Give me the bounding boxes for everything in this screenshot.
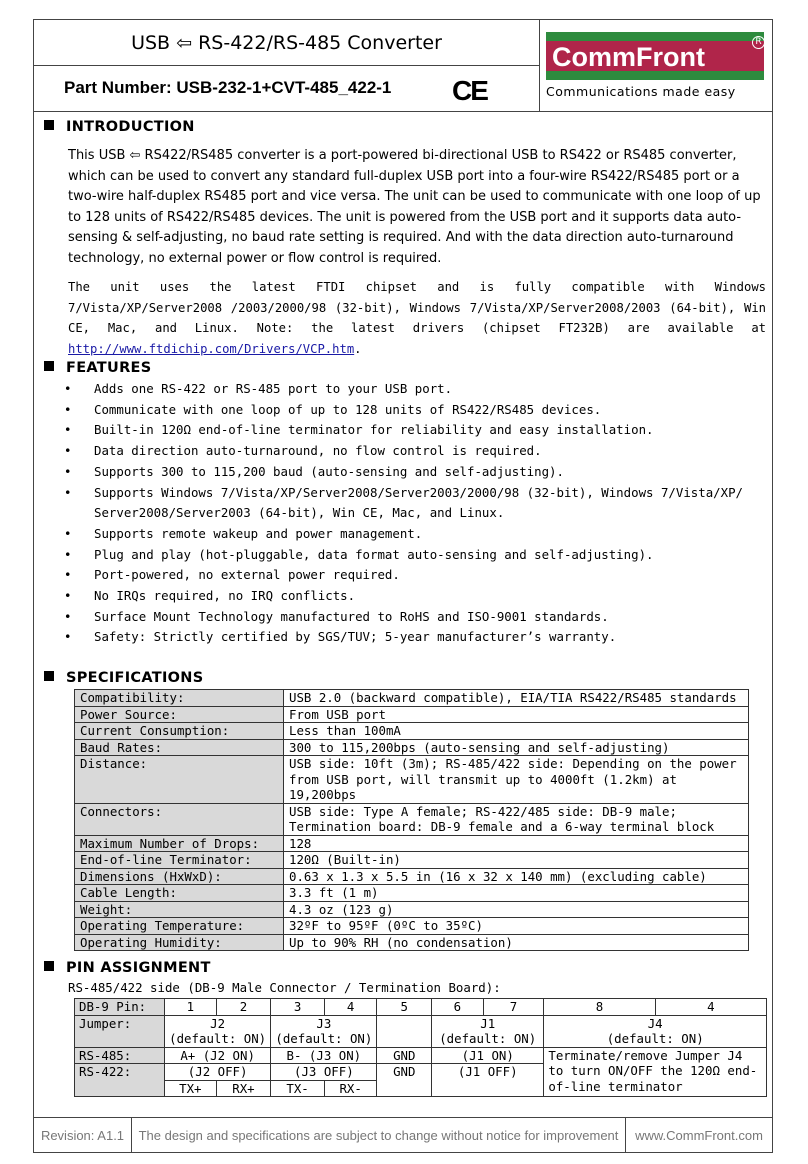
db9-pin-label: DB-9 Pin: <box>75 999 165 1016</box>
spec-row <box>75 835 749 852</box>
pin-cell: 7 <box>483 999 544 1016</box>
feature-item: • Supports Windows 7/Vista/XP/Server2008/Server2003/2000/98 (32-bit), Windows 7/Vista/XP/ Server2008/Server2003 (64-bit), Win CE, Mac, and Linux. <box>64 483 764 524</box>
spec-label: End-of-line Terminator: <box>75 852 284 869</box>
spec-row <box>75 852 749 869</box>
feature-item: • Built-in 120Ω end-of-line terminator for reliability and easy installation. <box>64 420 764 441</box>
pin-cell: 8 <box>544 999 655 1015</box>
ce-mark-icon: CE <box>452 75 487 106</box>
spec-row <box>75 901 749 918</box>
pin-cell: 3 <box>271 999 325 1016</box>
footer <box>34 1117 772 1153</box>
features-heading: FEATURES <box>44 360 152 376</box>
spec-value: 300 to 115,200bps (auto-sensing and self-adjusting) <box>284 739 749 756</box>
rs485-j1-cell: (J1 ON) <box>432 1047 544 1064</box>
pin-assignment-heading: PIN ASSIGNMENT <box>44 960 211 976</box>
jumper-empty-cell <box>377 1015 432 1047</box>
pin-cell: 1 <box>165 999 217 1016</box>
document-title: USB ⇦ RS-422/RS-485 Converter <box>34 20 540 66</box>
feature-item: • Data direction auto-turnaround, no flow control is required. <box>64 441 764 462</box>
spec-label: Operating Temperature: <box>75 918 284 935</box>
spec-row <box>75 690 749 707</box>
pin-assignment-table <box>74 998 767 1097</box>
pin-cell: 6 <box>432 999 484 1016</box>
jumper-row <box>75 1015 767 1047</box>
spec-label: Maximum Number of Drops: <box>75 835 284 852</box>
db9-pin-row <box>75 999 767 1016</box>
disclaimer-note: The design and specifications are subject to change without notice for improvement <box>132 1118 626 1153</box>
part-number-row <box>34 66 540 112</box>
spec-value: Less than 100mA <box>284 723 749 740</box>
spec-row <box>75 803 749 835</box>
rs422-j2-cell: (J2 OFF) <box>165 1064 271 1081</box>
spec-row <box>75 918 749 935</box>
commfront-logo <box>546 32 764 80</box>
feature-item: • Safety: Strictly certified by SGS/TUV; 5-year manufacturer’s warranty. <box>64 627 764 648</box>
spec-label: Distance: <box>75 756 284 804</box>
spec-value: USB side: Type A female; RS-422/485 side: DB-9 male; Termination board: DB-9 female and a 6-way terminal block <box>284 803 749 835</box>
feature-list <box>64 379 764 648</box>
intro-paragraph-1: This USB ⇦ RS422/RS485 converter is a port-powered bi-directional USB to RS422 or RS485 converter, which can be used to convert any standard full-duplex USB port into a four-wire RS422/RS485 port or a two-wire half-duplex RS485 port and vice versa. The unit can be used to communicate with one loop of up to 128 units of RS422/RS485 devices. The unit is powered from the USB port and it supports data auto-sensing & self-adjusting, no baud rate setting is required. And with the data direction auto-turnaround technology, no external power or flow control is required. <box>68 148 761 266</box>
spec-value: 128 <box>284 835 749 852</box>
pin-cell: 4 <box>707 999 715 1014</box>
square-bullet-icon <box>44 361 54 371</box>
rx-minus-cell: RX- <box>324 1080 377 1097</box>
spec-row <box>75 756 749 804</box>
spec-value: 3.3 ft (1 m) <box>284 885 749 902</box>
square-bullet-icon <box>44 961 54 971</box>
feature-item: • Port-powered, no external power required. <box>64 565 764 586</box>
datasheet-page <box>33 19 773 1153</box>
jumper-label: Jumper: <box>75 1015 165 1047</box>
spec-value: 4.3 oz (123 g) <box>284 901 749 918</box>
rx-plus-cell: RX+ <box>216 1080 271 1097</box>
spec-value: 32ºF to 95ºF (0ºC to 35ºC) <box>284 918 749 935</box>
spec-value: 120Ω (Built-in) <box>284 852 749 869</box>
rs485-gnd-cell: GND <box>377 1047 432 1064</box>
intro-paragraph-2: The unit uses the latest FTDI chipset and is fully compatible with Windows 7/Vista/XP/Server2008 /2003/2000/98 (32-bit), Windows 7/Vista/XP/Server2008/2003 (64-bit), Win CE, Mac, and Linux. Note: the latest drivers (chipset FT232B) are available at http://www.ftdichip.com/Drivers/VCP.htm. <box>68 280 766 356</box>
rs485-label: RS-485: <box>75 1047 165 1064</box>
ftdi-driver-link[interactable]: http://www.ftdichip.com/Drivers/VCP.htm <box>68 341 355 356</box>
part-number: Part Number: USB-232-1+CVT-485_422-1 <box>64 78 392 97</box>
jumper-j3-cell: J3 (default: ON) <box>271 1015 377 1047</box>
spec-row <box>75 885 749 902</box>
spec-value: 0.63 x 1.3 x 5.5 in (16 x 32 x 140 mm) (excluding cable) <box>284 868 749 885</box>
specifications-heading: SPECIFICATIONS <box>44 670 203 686</box>
feature-item: • Communicate with one loop of up to 128 units of RS422/RS485 devices. <box>64 400 764 421</box>
jumper-j1-cell: J1 (default: ON) <box>432 1015 544 1047</box>
logo-area <box>540 20 772 112</box>
feature-item: • Adds one RS-422 or RS-485 port to your USB port. <box>64 379 764 400</box>
rs422-gnd-cell: GND <box>377 1064 432 1097</box>
pin-assignment-subtitle: RS-485/422 side (DB-9 Male Connector / Termination Board): <box>68 980 501 995</box>
rs422-j1-cell: (J1 OFF) <box>432 1064 544 1097</box>
rs485-a-cell: A+ (J2 ON) <box>165 1047 271 1064</box>
spec-row <box>75 723 749 740</box>
spec-value: Up to 90% RH (no condensation) <box>284 934 749 951</box>
spec-label: Compatibility: <box>75 690 284 707</box>
spec-label: Connectors: <box>75 803 284 835</box>
logo-text: CommFront <box>552 42 705 72</box>
pin-cell: 2 <box>216 999 271 1016</box>
feature-item: • No IRQs required, no IRQ conflicts. <box>64 586 764 607</box>
spec-row <box>75 934 749 951</box>
rs422-label: RS-422: <box>75 1064 165 1097</box>
spec-label: Power Source: <box>75 706 284 723</box>
website-link[interactable]: www.CommFront.com <box>635 1128 763 1143</box>
introduction-heading: INTRODUCTION <box>44 119 195 135</box>
tx-plus-cell: TX+ <box>165 1080 217 1097</box>
square-bullet-icon <box>44 120 54 130</box>
spec-label: Cable Length: <box>75 885 284 902</box>
spec-value: USB 2.0 (backward compatible), EIA/TIA RS422/RS485 standards <box>284 690 749 707</box>
j4-note: Terminate/remove Jumper J4 to turn ON/OFF the 120Ω end-of-line terminator <box>544 1047 767 1097</box>
feature-item: • Supports remote wakeup and power management. <box>64 524 764 545</box>
rs422-j3-cell: (J3 OFF) <box>271 1064 377 1081</box>
spec-label: Baud Rates: <box>75 739 284 756</box>
tx-minus-cell: TX- <box>271 1080 325 1097</box>
pin-cell: 5 <box>377 999 432 1016</box>
spec-row <box>75 706 749 723</box>
spec-value: From USB port <box>284 706 749 723</box>
spec-row <box>75 868 749 885</box>
spec-label: Operating Humidity: <box>75 934 284 951</box>
jumper-j4-cell: J4 (default: ON) <box>544 1015 767 1047</box>
rs485-b-cell: B- (J3 ON) <box>271 1047 377 1064</box>
rs485-row <box>75 1047 767 1064</box>
feature-item: • Plug and play (hot-pluggable, data format auto-sensing and self-adjusting). <box>64 545 764 566</box>
revision-label: Revision: A1.1 <box>34 1118 132 1153</box>
spec-label: Weight: <box>75 901 284 918</box>
registered-mark-icon: R <box>752 36 765 49</box>
pin-cell: 4 <box>324 999 377 1016</box>
square-bullet-icon <box>44 671 54 681</box>
jumper-j2-cell: J2 (default: ON) <box>165 1015 271 1047</box>
spec-label: Current Consumption: <box>75 723 284 740</box>
tagline: Communications made easy <box>546 84 736 99</box>
feature-item: • Supports 300 to 115,200 baud (auto-sensing and self-adjusting). <box>64 462 764 483</box>
spec-label: Dimensions (HxWxD): <box>75 868 284 885</box>
pin-cell-group <box>544 999 767 1016</box>
feature-item: • Surface Mount Technology manufactured to RoHS and ISO-9001 standards. <box>64 607 764 628</box>
spec-value: USB side: 10ft (3m); RS-485/422 side: Depending on the power from USB port, will transmit up to 4000ft (1.2km) at 19,200bps <box>284 756 749 804</box>
spec-row <box>75 739 749 756</box>
specifications-table <box>74 689 749 951</box>
